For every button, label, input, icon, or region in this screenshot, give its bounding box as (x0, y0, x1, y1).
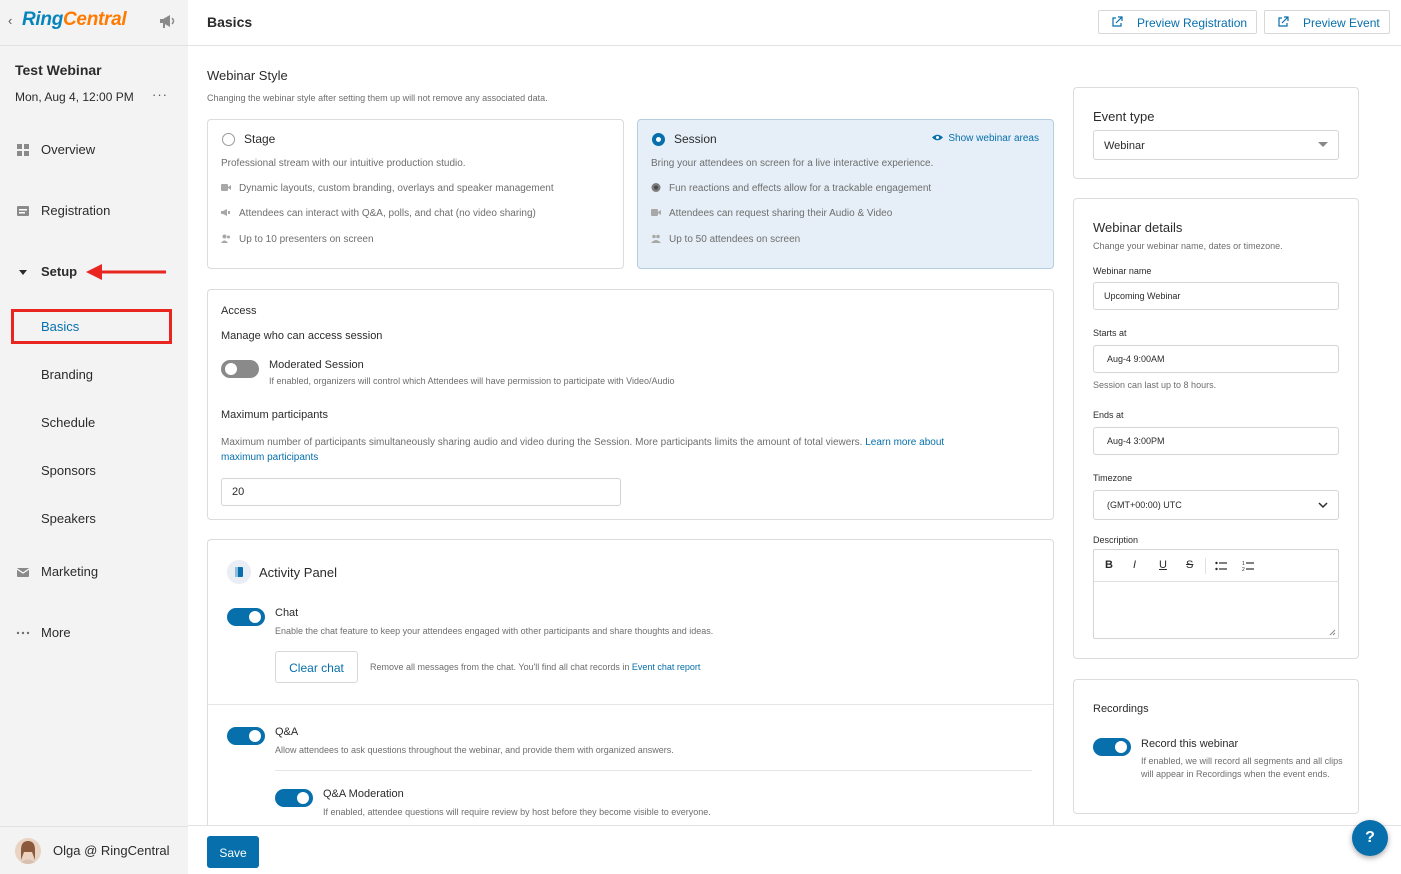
qa-moderation-toggle[interactable] (275, 789, 313, 807)
details-subtitle: Change your webinar name, dates or timezone. (1093, 241, 1283, 251)
caret-down-icon (1318, 142, 1328, 147)
record-webinar-label: Record this webinar (1141, 738, 1239, 750)
megaphone-icon[interactable] (158, 12, 178, 30)
qa-toggle[interactable] (227, 727, 265, 745)
starts-at-label: Starts at (1093, 328, 1127, 338)
camera-icon (651, 208, 661, 217)
sidebar-item-label: Registration (41, 203, 111, 218)
timezone-select[interactable]: (GMT+00:00) UTC (1093, 490, 1339, 520)
webinar-name-label: Webinar name (1093, 266, 1152, 276)
event-chat-report-link[interactable]: Event chat report (631, 662, 701, 672)
access-card (207, 289, 1054, 520)
stage-radio[interactable] (222, 133, 235, 146)
underline-button[interactable]: U (1159, 559, 1167, 571)
back-chevron-icon[interactable]: ‹ (8, 13, 13, 28)
session-feature: Fun reactions and effects allow for a trackable engagement (651, 183, 931, 194)
sidebar-subitem-speakers[interactable]: Speakers (41, 511, 96, 526)
description-editor[interactable] (1093, 549, 1339, 639)
stage-feature: Attendees can interact with Q&A, polls, and chat (no video sharing) (221, 208, 536, 219)
ringcentral-logo: RingCentral (22, 9, 127, 30)
sidebar-subitem-branding[interactable]: Branding (41, 367, 94, 382)
dots-icon (16, 626, 30, 640)
svg-text:1: 1 (1242, 561, 1245, 567)
resize-handle-icon[interactable] (1329, 629, 1336, 636)
stage-feature: Dynamic layouts, custom branding, overlays and speaker management (221, 183, 554, 194)
save-button[interactable]: Save (207, 836, 259, 868)
chat-desc: Enable the chat feature to keep your attendees engaged with other participants and share thoughts and ideas. (275, 626, 714, 636)
event-more-button[interactable]: ··· (152, 87, 168, 102)
webinar-style-subtitle: Changing the webinar style after setting them up will not remove any associated data. (207, 93, 548, 103)
editor-toolbar (1094, 550, 1339, 582)
sidebar-subitem-basics[interactable]: Basics (41, 319, 80, 334)
description-label: Description (1093, 535, 1139, 545)
clear-chat-desc: Remove all messages from the chat. You'll find all chat records in Event chat report (370, 662, 701, 672)
stage-feature: Up to 10 presenters on screen (221, 234, 374, 245)
eye-icon (932, 134, 943, 141)
people-icon (651, 234, 661, 243)
activity-panel-card (207, 539, 1054, 826)
sidebar-item-registration[interactable] (0, 196, 188, 226)
annotation-arrow-icon (84, 262, 168, 282)
sidebar-item-marketing[interactable] (0, 557, 188, 587)
camera-icon (221, 183, 231, 192)
event-type-select[interactable]: Webinar (1093, 130, 1339, 160)
divider (275, 770, 1032, 771)
event-type-title: Event type (1093, 109, 1155, 124)
sidebar-item-label: Setup (41, 264, 78, 279)
duration-note: Session can last up to 8 hours. (1093, 380, 1217, 390)
grid-icon (16, 143, 30, 157)
numbered-list-icon[interactable] (1242, 560, 1254, 572)
moderated-session-label: Moderated Session (269, 359, 364, 371)
external-link-icon (1277, 16, 1289, 28)
starts-at-input[interactable]: Aug-4 9:00AM (1093, 345, 1339, 373)
preview-registration-button[interactable]: Preview Registration (1098, 10, 1257, 34)
bullet-list-icon[interactable] (1215, 561, 1227, 571)
italic-button[interactable]: I (1133, 559, 1137, 571)
ends-at-input[interactable]: Aug-4 3:00PM (1093, 427, 1339, 455)
ends-at-label: Ends at (1093, 410, 1124, 420)
footer-bar (188, 825, 1401, 874)
qa-label: Q&A (275, 726, 299, 738)
megaphone-icon (221, 208, 231, 217)
access-title: Access (221, 305, 257, 317)
event-title: Test Webinar (15, 62, 102, 78)
form-icon (16, 204, 30, 218)
sidebar-item-overview[interactable] (0, 135, 188, 165)
clear-chat-button[interactable]: Clear chat (275, 651, 358, 683)
strikethrough-button[interactable]: S (1186, 559, 1194, 571)
sidebar (0, 0, 188, 874)
session-name: Session (674, 132, 717, 146)
sidebar-item-label: More (41, 625, 71, 640)
event-type-card (1073, 87, 1359, 179)
event-date: Mon, Aug 4, 12:00 PM (15, 90, 134, 104)
learn-more-link[interactable]: Learn more about (865, 437, 945, 448)
activity-panel-icon (227, 560, 251, 584)
user-name: Olga @ RingCentral (53, 843, 170, 858)
recordings-card (1073, 679, 1359, 814)
access-subtitle: Manage who can access session (221, 330, 383, 342)
main-content (188, 47, 1401, 826)
people-icon (221, 234, 231, 243)
reaction-icon (651, 183, 661, 192)
sidebar-subitem-sponsors[interactable]: Sponsors (41, 463, 96, 478)
caret-down-icon (16, 265, 30, 279)
sidebar-item-more[interactable] (0, 618, 188, 648)
stage-desc: Professional stream with our intuitive production studio. (221, 158, 466, 169)
record-webinar-desc: If enabled, we will record all segments and all clips will appear in Recordings when the event ends. (1141, 756, 1343, 779)
chevron-down-icon (1318, 501, 1328, 509)
external-link-icon (1111, 16, 1123, 28)
mail-icon (16, 565, 30, 579)
recordings-title: Recordings (1093, 703, 1149, 715)
chat-toggle[interactable] (227, 608, 265, 626)
webinar-details-card (1073, 198, 1359, 659)
stage-option-card[interactable] (207, 119, 624, 269)
avatar (15, 838, 41, 864)
bold-button[interactable]: B (1105, 559, 1113, 571)
moderated-session-desc: If enabled, organizers will control which Attendees will have permission to participate with Video/Audio (269, 376, 675, 386)
webinar-style-title: Webinar Style (207, 68, 288, 83)
chat-label: Chat (275, 607, 299, 619)
webinar-name-input[interactable]: Upcoming Webinar (1093, 282, 1339, 310)
session-feature: Attendees can request sharing their Audio & Video (651, 208, 892, 219)
help-button[interactable]: ? (1352, 820, 1388, 856)
divider (208, 704, 1053, 705)
max-participants-desc: Maximum number of participants simultaneously sharing audio and video during the Session. More participants limits the amount of total viewers. Learn more about maximum participants (221, 437, 945, 463)
user-profile[interactable] (0, 826, 188, 874)
learn-more-link-cont[interactable]: maximum participants (221, 452, 319, 463)
record-webinar-toggle[interactable] (1093, 738, 1131, 756)
qa-moderation-label: Q&A Moderation (323, 788, 404, 800)
qa-desc: Allow attendees to ask questions throughout the webinar, and provide them with organized answers. (275, 745, 674, 755)
max-participants-title: Maximum participants (221, 409, 328, 421)
session-radio[interactable] (652, 133, 665, 146)
toolbar-divider (1205, 558, 1206, 574)
stage-name: Stage (244, 132, 276, 146)
qa-moderation-desc: If enabled, attendee questions will require review by host before they become visible to everyone. (323, 807, 711, 817)
show-webinar-areas-link[interactable]: Show webinar areas (932, 133, 1039, 144)
sidebar-item-label: Overview (41, 142, 96, 157)
sidebar-item-label: Marketing (41, 564, 99, 579)
max-participants-input[interactable]: 20 (221, 478, 621, 506)
session-feature: Up to 50 attendees on screen (651, 234, 800, 245)
moderated-session-toggle[interactable] (221, 360, 259, 378)
svg-text:2: 2 (1242, 567, 1245, 572)
sidebar-subitem-schedule[interactable]: Schedule (41, 415, 96, 430)
session-desc: Bring your attendees on screen for a live interactive experience. (651, 158, 934, 169)
details-title: Webinar details (1093, 220, 1183, 235)
page-title: Basics (207, 14, 253, 30)
logo-row (0, 0, 188, 46)
timezone-label: Timezone (1093, 473, 1133, 483)
top-header (188, 0, 1401, 46)
session-option-card[interactable] (637, 119, 1054, 269)
activity-panel-title: Activity Panel (259, 565, 338, 580)
preview-event-button[interactable]: Preview Event (1264, 10, 1390, 34)
